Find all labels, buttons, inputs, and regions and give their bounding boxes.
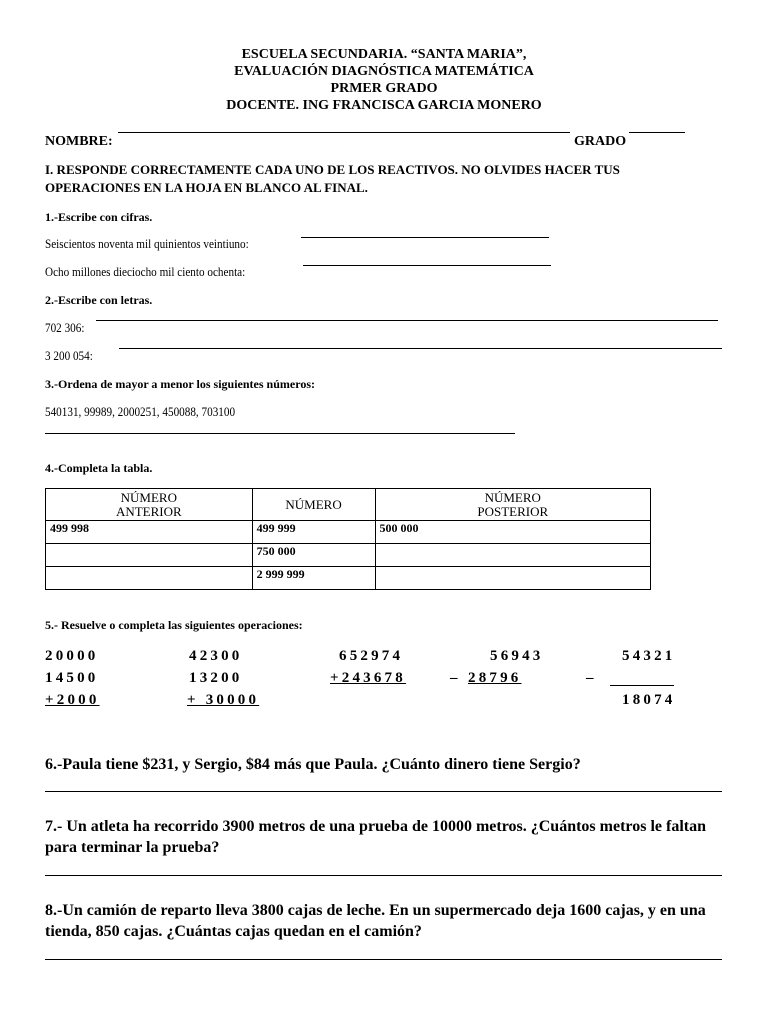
problem-7: 7.- Un atleta ha recorrido 3900 metros de una prueba de 10000 metros. ¿Cuántos metros le faltan para terminar la prueba? [45,818,706,856]
section5-title: 5.- Resuelve o completa las siguientes operaciones: [45,618,303,632]
table-cell[interactable]: 500 000 [375,521,651,544]
section1-answer2[interactable] [303,265,551,266]
op5-line1: 54321 [622,648,676,664]
op5-result: 18074 [622,692,676,708]
school-name: ESCUELA SECUNDARIA. “SANTA MARIA”, [241,47,527,62]
section1-answer1[interactable] [301,237,549,238]
table-cell[interactable]: 499 998 [46,521,253,544]
op4-line2: 28796 [468,670,522,686]
section2-answer1[interactable] [96,320,718,321]
op3-line1: 652974 [339,648,404,664]
table-header-anterior: NÚMERO ANTERIOR [46,489,253,521]
op5-blank[interactable] [610,685,674,686]
op2-line2: 13200 [189,670,243,686]
table-row [46,521,651,544]
table-cell[interactable] [46,567,253,590]
op4-line1: 56943 [490,648,544,664]
problem-6: 6.-Paula tiene $231, y Sergio, $84 más que Paula. ¿Cuánto dinero tiene Sergio? [45,756,581,773]
grade-label: GRADO [574,134,627,149]
table-cell[interactable] [375,567,651,590]
teacher-name: DOCENTE. ING FRANCISCA GARCIA MONERO [226,98,542,113]
grade-title: PRMER GRADO [330,81,438,96]
table-cell[interactable] [375,544,651,567]
section1-item1: Seiscientos noventa mil quinientos veintiuno: [45,236,249,251]
grade-field[interactable] [629,132,685,133]
name-field[interactable] [118,132,570,133]
name-label: NOMBRE: [45,134,113,149]
op3-line2: +243678 [330,670,406,686]
table-header-posterior: NÚMERO POSTERIOR [375,489,651,521]
table-row [46,567,651,590]
section1-item2: Ocho millones dieciocho mil ciento ochenta: [45,264,246,279]
op1-line2: 14500 [45,670,99,686]
table-cell[interactable]: 2 999 999 [252,567,375,590]
table-header-numero: NÚMERO [252,489,375,521]
instructions-line1: I. RESPONDE CORRECTAMENTE CADA UNO DE LOS REACTIVOS. NO OLVIDES HACER TUS [45,162,620,177]
instructions-line2: OPERACIONES EN LA HOJA EN BLANCO AL FINAL. [45,180,368,195]
section2-answer2[interactable] [119,348,722,349]
table-cell[interactable]: 750 000 [252,544,375,567]
section1-title: 1.-Escribe con cifras. [45,210,153,224]
problem-8: 8.-Un camión de reparto lleva 3800 cajas de leche. En un supermercado deja 1600 cajas, y en una tienda, 850 cajas. ¿Cuántas cajas quedan en el camión? [45,902,706,940]
table-row [46,544,651,567]
section3-answer[interactable] [45,433,515,434]
section2-item2: 3 200 054: [45,348,93,363]
table-cell[interactable] [46,544,253,567]
section3-numbers: 540131, 99989, 2000251, 450088, 703100 [45,404,236,419]
problem-6-answer[interactable] [45,791,722,792]
problem-8-answer[interactable] [45,959,722,960]
exam-title: EVALUACIÓN DIAGNÓSTICA MATEMÁTICA [234,64,534,79]
table-cell[interactable]: 499 999 [252,521,375,544]
section2-title: 2.-Escribe con letras. [45,293,153,307]
op1-line3: +2000 [45,692,100,708]
number-table [45,488,651,590]
op1-line1: 20000 [45,648,99,664]
table-header-row [46,489,651,521]
op4-minus: – [450,670,461,686]
op2-line3: + 30000 [187,692,260,708]
op5-minus: – [586,670,597,686]
section3-title: 3.-Ordena de mayor a menor los siguientes números: [45,377,315,391]
section2-item1: 702 306: [45,320,85,335]
problem-7-answer[interactable] [45,875,722,876]
op2-line1: 42300 [189,648,243,664]
section4-title: 4.-Completa la tabla. [45,461,153,475]
